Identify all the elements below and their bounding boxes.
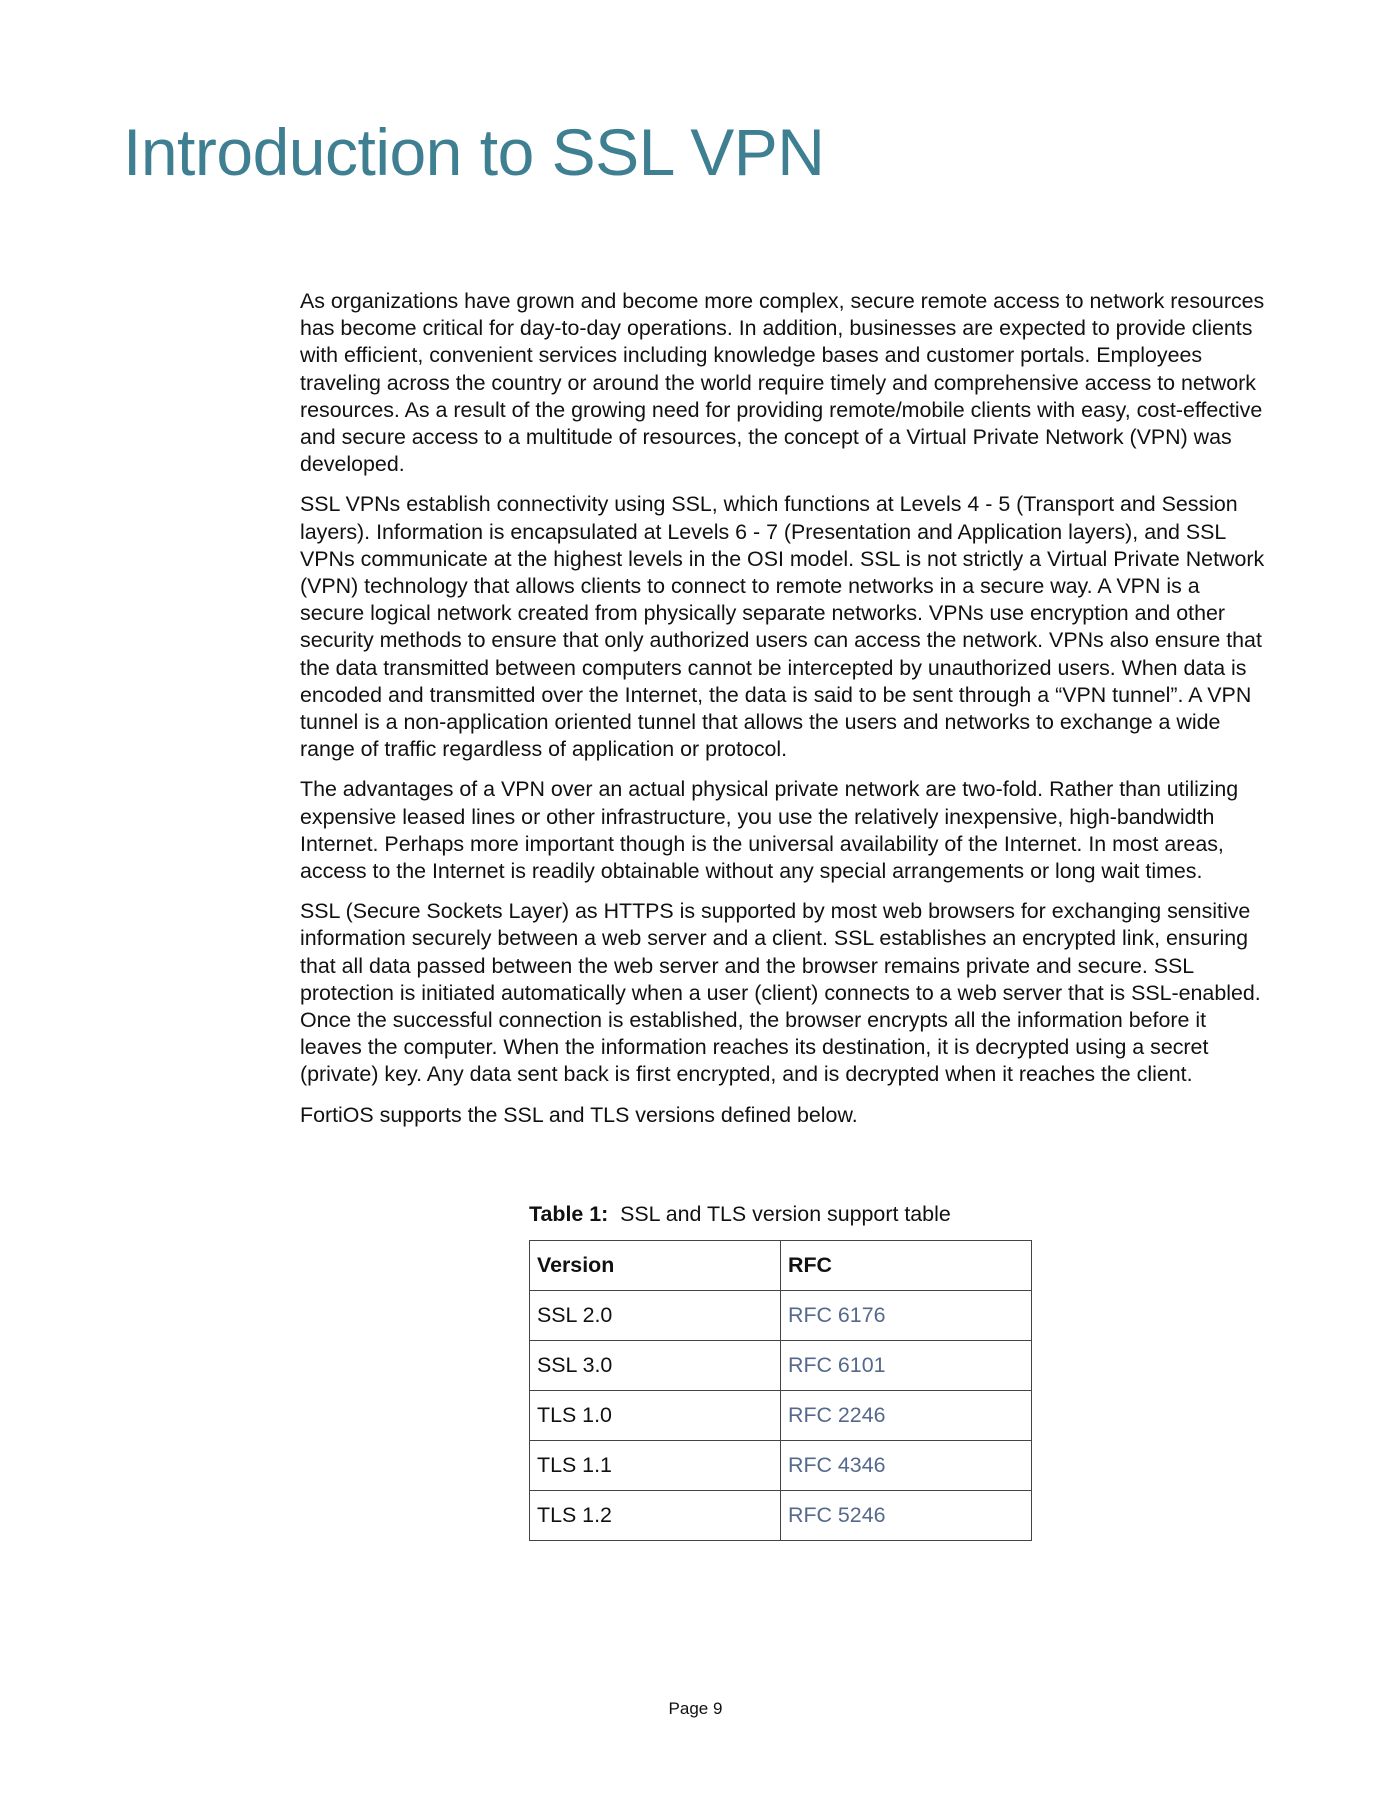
- paragraph-vpn-advantages: The advantages of a VPN over an actual physical private network are two-fold. Rather than utilizing expensive leased lines or other infrastructure, you use the relatively inexpensive, high-bandwidth Internet. Perhaps more important though is the universal availability of the Internet. In most areas, access to the Internet is readily obtainable without any special arrangements or long wait times.: [300, 777, 1239, 884]
- version-cell: SSL 2.0: [530, 1291, 781, 1341]
- header-rfc: RFC: [781, 1241, 1032, 1291]
- table-caption-text: SSL and TLS version support table: [620, 1202, 951, 1226]
- table-caption: [529, 1200, 951, 1228]
- version-cell: TLS 1.0: [530, 1391, 781, 1441]
- table-row: [530, 1341, 1032, 1391]
- paragraph-intro: As organizations have grown and become more complex, secure remote access to network resources has become critical for day-to-day operations. In addition, businesses are expected to provide clients with efficient, convenient services including knowledge bases and customer portals. Employees traveling across the country or around the world require timely and comprehensive access to network resources. As a result of the growing need for providing remote/mobile clients with easy, cost-effective and secure access to a multitude of resources, the concept of a Virtual Private Network (VPN) was developed.: [300, 289, 1265, 477]
- paragraph-ssl-https: SSL (Secure Sockets Layer) as HTTPS is supported by most web browsers for exchanging sensitive information securely between a web server and a client. SSL establishes an encrypted link, ensuring that all data passed between the web server and the browser remains private and secure. SSL protection is initiated automatically when a user (client) connects to a web server that is SSL-enabled. Once the successful connection is established, the browser encrypts all the information before it leaves the computer. When the information reaches its destination, it is decrypted using a secret (private) key. Any data sent back is first encrypted, and is decrypted when it reaches the client.: [300, 899, 1261, 1087]
- rfc-link[interactable]: RFC 5246: [788, 1503, 886, 1527]
- table-row: [530, 1291, 1032, 1341]
- version-cell: TLS 1.2: [530, 1491, 781, 1541]
- paragraph-fortios-support: FortiOS supports the SSL and TLS versions defined below.: [300, 1102, 858, 1127]
- version-support-table: [529, 1240, 1032, 1541]
- table-row: [530, 1491, 1032, 1541]
- rfc-link[interactable]: RFC 2246: [788, 1403, 886, 1427]
- header-version: Version: [530, 1241, 781, 1291]
- rfc-cell: [781, 1391, 1032, 1441]
- rfc-link[interactable]: RFC 6176: [788, 1303, 886, 1327]
- table-header-row: [530, 1241, 1032, 1291]
- table-row: [530, 1441, 1032, 1491]
- rfc-link[interactable]: RFC 6101: [788, 1353, 886, 1377]
- rfc-cell: [781, 1291, 1032, 1341]
- rfc-cell: [781, 1341, 1032, 1391]
- paragraph-ssl-vpn-connectivity: SSL VPNs establish connectivity using SSL, which functions at Levels 4 - 5 (Transport and Session layers). Information is encapsulated at Levels 6 - 7 (Presentation and Application layers), and SSL VPNs communicate at the highest levels in the OSI model. SSL is not strictly a Virtual Private Network (VPN) technology that allows clients to connect to remote networks in a secure way. A VPN is a secure logical network created from physically separate networks. VPNs use encryption and other security methods to ensure that only authorized users can access the network. VPNs also ensure that the data transmitted between computers cannot be intercepted by unauthorized users. When data is encoded and transmitted over the Internet, the data is said to be sent through a “VPN tunnel”. A VPN tunnel is a non-application oriented tunnel that allows the users and networks to exchange a wide range of traffic regardless of application or protocol.: [300, 492, 1265, 762]
- version-cell: SSL 3.0: [530, 1341, 781, 1391]
- body-text: [300, 288, 1265, 1142]
- rfc-cell: [781, 1491, 1032, 1541]
- table-caption-label: Table 1:: [529, 1202, 609, 1226]
- rfc-link[interactable]: RFC 4346: [788, 1453, 886, 1477]
- rfc-cell: [781, 1441, 1032, 1491]
- page-title: Introduction to SSL VPN: [123, 115, 825, 189]
- table-row: [530, 1391, 1032, 1441]
- page-number: Page 9: [668, 1699, 723, 1718]
- version-cell: TLS 1.1: [530, 1441, 781, 1491]
